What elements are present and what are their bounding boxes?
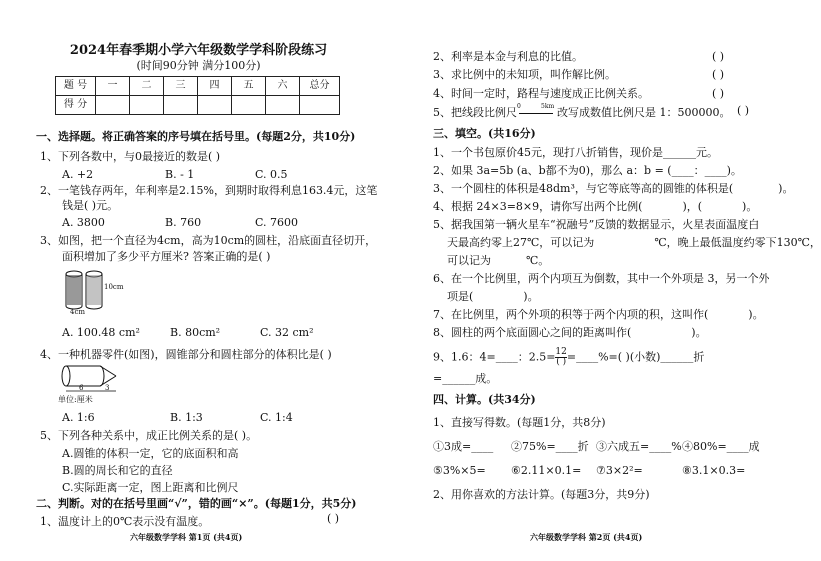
fill-3-text: 3、一个圆柱的体积是48dm³，与它等底等高的圆锥的体积是( <box>433 182 734 195</box>
question-4: 4、一种机器零件(如图)，圆锥部分和圆柱部分的体积比是( ) <box>40 348 332 361</box>
fill-9-line2: =______成。 <box>433 372 498 385</box>
fill-5-line3-suffix: ℃。 <box>526 254 550 267</box>
fill-5-line2-text: 天最高约零上27℃，可以记为 <box>447 236 595 249</box>
judge-4: 4、时间一定时，路程与速度成正比例关系。 <box>433 87 649 100</box>
q4-figure-unit: 单位:厘米 <box>58 395 93 404</box>
fill-9-denominator: ( ) <box>556 357 567 367</box>
fill-4-mid: )，( <box>682 200 703 213</box>
question-2-line1: 2、一笔钱存两年，年利率是2.15%，到期时取得利息163.4元，这笔 <box>40 184 378 197</box>
q5-option-c: C.实际距离一定，图上距离和比例尺 <box>62 481 239 494</box>
fill-5-line1: 5、据我国第一辆火星车“祝融号”反馈的数据显示，火星表面温度白 <box>433 218 760 231</box>
score-header-cell: 二 <box>130 77 164 96</box>
score-header-cell: 一 <box>96 77 130 96</box>
fill-9-numerator: 12 <box>555 347 567 357</box>
score-cell[interactable] <box>96 96 130 115</box>
judge-5 <box>433 103 731 119</box>
fill-5-line2-suffix: ℃，晚上最低温度约零下130℃， <box>654 236 821 249</box>
fill-5-line3 <box>447 254 549 267</box>
fill-9-fraction <box>555 348 566 367</box>
q1-option-c: C. 0.5 <box>255 168 288 181</box>
q4-figure-length-6: 6 <box>79 384 84 392</box>
fill-5-line3-text: 可以记为 <box>447 254 491 267</box>
judge-5-prefix: 5、把线段比例尺 <box>433 106 517 119</box>
score-cell[interactable] <box>300 96 340 115</box>
judge-1-answer[interactable]: ( ) <box>327 512 340 525</box>
score-header-cell: 三 <box>164 77 198 96</box>
q4-option-c: C. 1:4 <box>260 411 293 424</box>
exam-title: 2024年春季期小学六年级数学学科阶段练习 <box>69 43 328 58</box>
scale-end-label: 5km <box>541 103 555 111</box>
fill-7-close: )。 <box>748 308 764 321</box>
score-header-cell: 题 号 <box>56 77 96 96</box>
q1-option-b: B. - 1 <box>165 168 195 181</box>
score-cell[interactable] <box>164 96 198 115</box>
q3-option-b: B. 80cm² <box>170 326 221 339</box>
q3-figure-width-label: 4cm <box>70 308 86 316</box>
question-1: 1、下列各数中，与0最接近的数是( ) <box>40 150 221 163</box>
score-table <box>55 76 340 115</box>
fill-6-close: )。 <box>523 290 539 303</box>
line-scale-icon <box>517 103 557 119</box>
q4-option-b: B. 1:3 <box>170 411 203 424</box>
judge-5-suffix: 改写成数值比例尺是 1：500000。 <box>557 106 731 119</box>
page-footer-left: 六年级数学学科 第1页 (共4页) <box>130 532 243 542</box>
calc-2-heading: 2、用你喜欢的方法计算。(每题3分，共9分) <box>433 488 650 501</box>
judge-3-answer[interactable]: ( ) <box>712 68 725 81</box>
calc-item: ⑦3×2²= <box>596 464 643 477</box>
fill-1: 1、一个书包原价45元，现打八折销售，现价是______元。 <box>433 146 718 159</box>
fill-4 <box>433 200 757 213</box>
q4-figure-length-3: 3 <box>105 384 110 392</box>
left-page <box>0 0 397 561</box>
question-5: 5、下列各种关系中，成正比例关系的是( )。 <box>40 429 258 442</box>
right-page <box>397 0 821 561</box>
question-3-line1: 3、如图，把一个直径为4cm，高为10cm的圆柱，沿底面直径切开， <box>40 234 377 247</box>
fill-6-line2 <box>447 290 539 303</box>
q2-option-b: B. 760 <box>165 216 202 229</box>
section-calc-heading: 四、计算。(共34分) <box>433 393 536 406</box>
calc-item: ①3成=____ <box>433 440 494 453</box>
fill-3-close: )。 <box>778 182 794 195</box>
judge-5-answer[interactable]: ( ) <box>737 104 750 117</box>
fill-9-line1 <box>433 348 704 367</box>
calc-item: ④80%=____成 <box>682 440 760 453</box>
judge-3: 3、求比例中的未知项，叫作解比例。 <box>433 68 616 81</box>
fill-6-line2-text: 项是( <box>447 290 474 303</box>
machine-part-figure <box>58 362 128 396</box>
q2-option-c: C. 7600 <box>255 216 299 229</box>
calc-item: ②75%=____折 <box>511 440 589 453</box>
score-table-score-row <box>56 96 340 115</box>
score-cell[interactable] <box>198 96 232 115</box>
q3-option-a: A. 100.48 cm² <box>62 326 140 339</box>
score-cell[interactable] <box>130 96 164 115</box>
q2-option-a: A. 3800 <box>62 216 105 229</box>
score-header-cell: 六 <box>266 77 300 96</box>
q1-option-a: A. +2 <box>62 168 94 181</box>
fill-2: 2、如果 3a=5b (a、b都不为0)，那么 a：b = (____：____)。 <box>433 164 742 177</box>
q4-option-a: A. 1:6 <box>62 411 95 424</box>
score-header-cell: 五 <box>232 77 266 96</box>
question-3-line2: 面积增加了多少平方厘米? 答案正确的是( ) <box>62 250 271 263</box>
judge-4-answer[interactable]: ( ) <box>712 87 725 100</box>
fill-6-line1: 6、在一个比例里，两个内项互为倒数，其中一个外项是 3，另一个外 <box>433 272 770 285</box>
scale-start-label: 0 <box>517 103 521 111</box>
fill-9-text: 9、1.6：4=____：2.5= <box>433 350 556 364</box>
judge-1: 1、温度计上的0℃表示没有温度。 <box>40 515 210 528</box>
section-fill-heading: 三、填空。(共16分) <box>433 127 536 140</box>
section-judge-heading: 二、判断。对的在括号里画“√”，错的画“×”。(每题1分，共5分) <box>36 497 357 510</box>
judge-2: 2、利率是本金与利息的比值。 <box>433 50 583 63</box>
q5-option-b: B.圆的周长和它的直径 <box>62 464 173 477</box>
fill-4-text: 4、根据 24×3=8×9，请你写出两个比例( <box>433 200 643 213</box>
judge-2-answer[interactable]: ( ) <box>712 50 725 63</box>
fill-8-close: )。 <box>691 326 707 339</box>
fill-9-rest: =____%=( )(小数)______折 <box>566 350 705 364</box>
q3-figure-height-label: 10cm <box>104 283 124 291</box>
fill-8 <box>433 326 707 339</box>
section-choice-heading: 一、选择题。将正确答案的序号填在括号里。(每题2分，共10分) <box>36 130 356 143</box>
calc-item: ③六成五=____% <box>596 440 682 453</box>
score-header-cell: 总分 <box>300 77 340 96</box>
fill-7-text: 7、在比例里，两个外项的积等于两个内项的积，这叫作( <box>433 308 709 321</box>
exam-subtitle: (时间90分钟 满分100分) <box>136 59 261 72</box>
fill-8-text: 8、圆柱的两个底面圆心之间的距离叫作( <box>433 326 632 339</box>
fill-7 <box>433 308 764 321</box>
q3-option-c: C. 32 cm² <box>260 326 314 339</box>
q5-option-a: A.圆锥的体积一定，它的底面积和高 <box>62 447 239 460</box>
score-table-header-row <box>56 77 340 96</box>
calc-1-heading: 1、直接写得数。(每题1分，共8分) <box>433 416 606 429</box>
question-2-line2: 钱是( )元。 <box>62 199 119 212</box>
fill-5-line2 <box>447 236 821 249</box>
calc-item: ⑧3.1×0.3= <box>682 464 746 477</box>
fill-4-close: )。 <box>742 200 758 213</box>
page-footer-right: 六年级数学学科 第2页 (共4页) <box>530 532 643 542</box>
score-cell[interactable] <box>266 96 300 115</box>
calc-item: ⑥2.11×0.1= <box>511 464 582 477</box>
score-row-label: 得 分 <box>56 96 96 115</box>
calc-item: ⑤3%×5= <box>433 464 486 477</box>
score-cell[interactable] <box>232 96 266 115</box>
fill-3 <box>433 182 793 195</box>
score-header-cell: 四 <box>198 77 232 96</box>
